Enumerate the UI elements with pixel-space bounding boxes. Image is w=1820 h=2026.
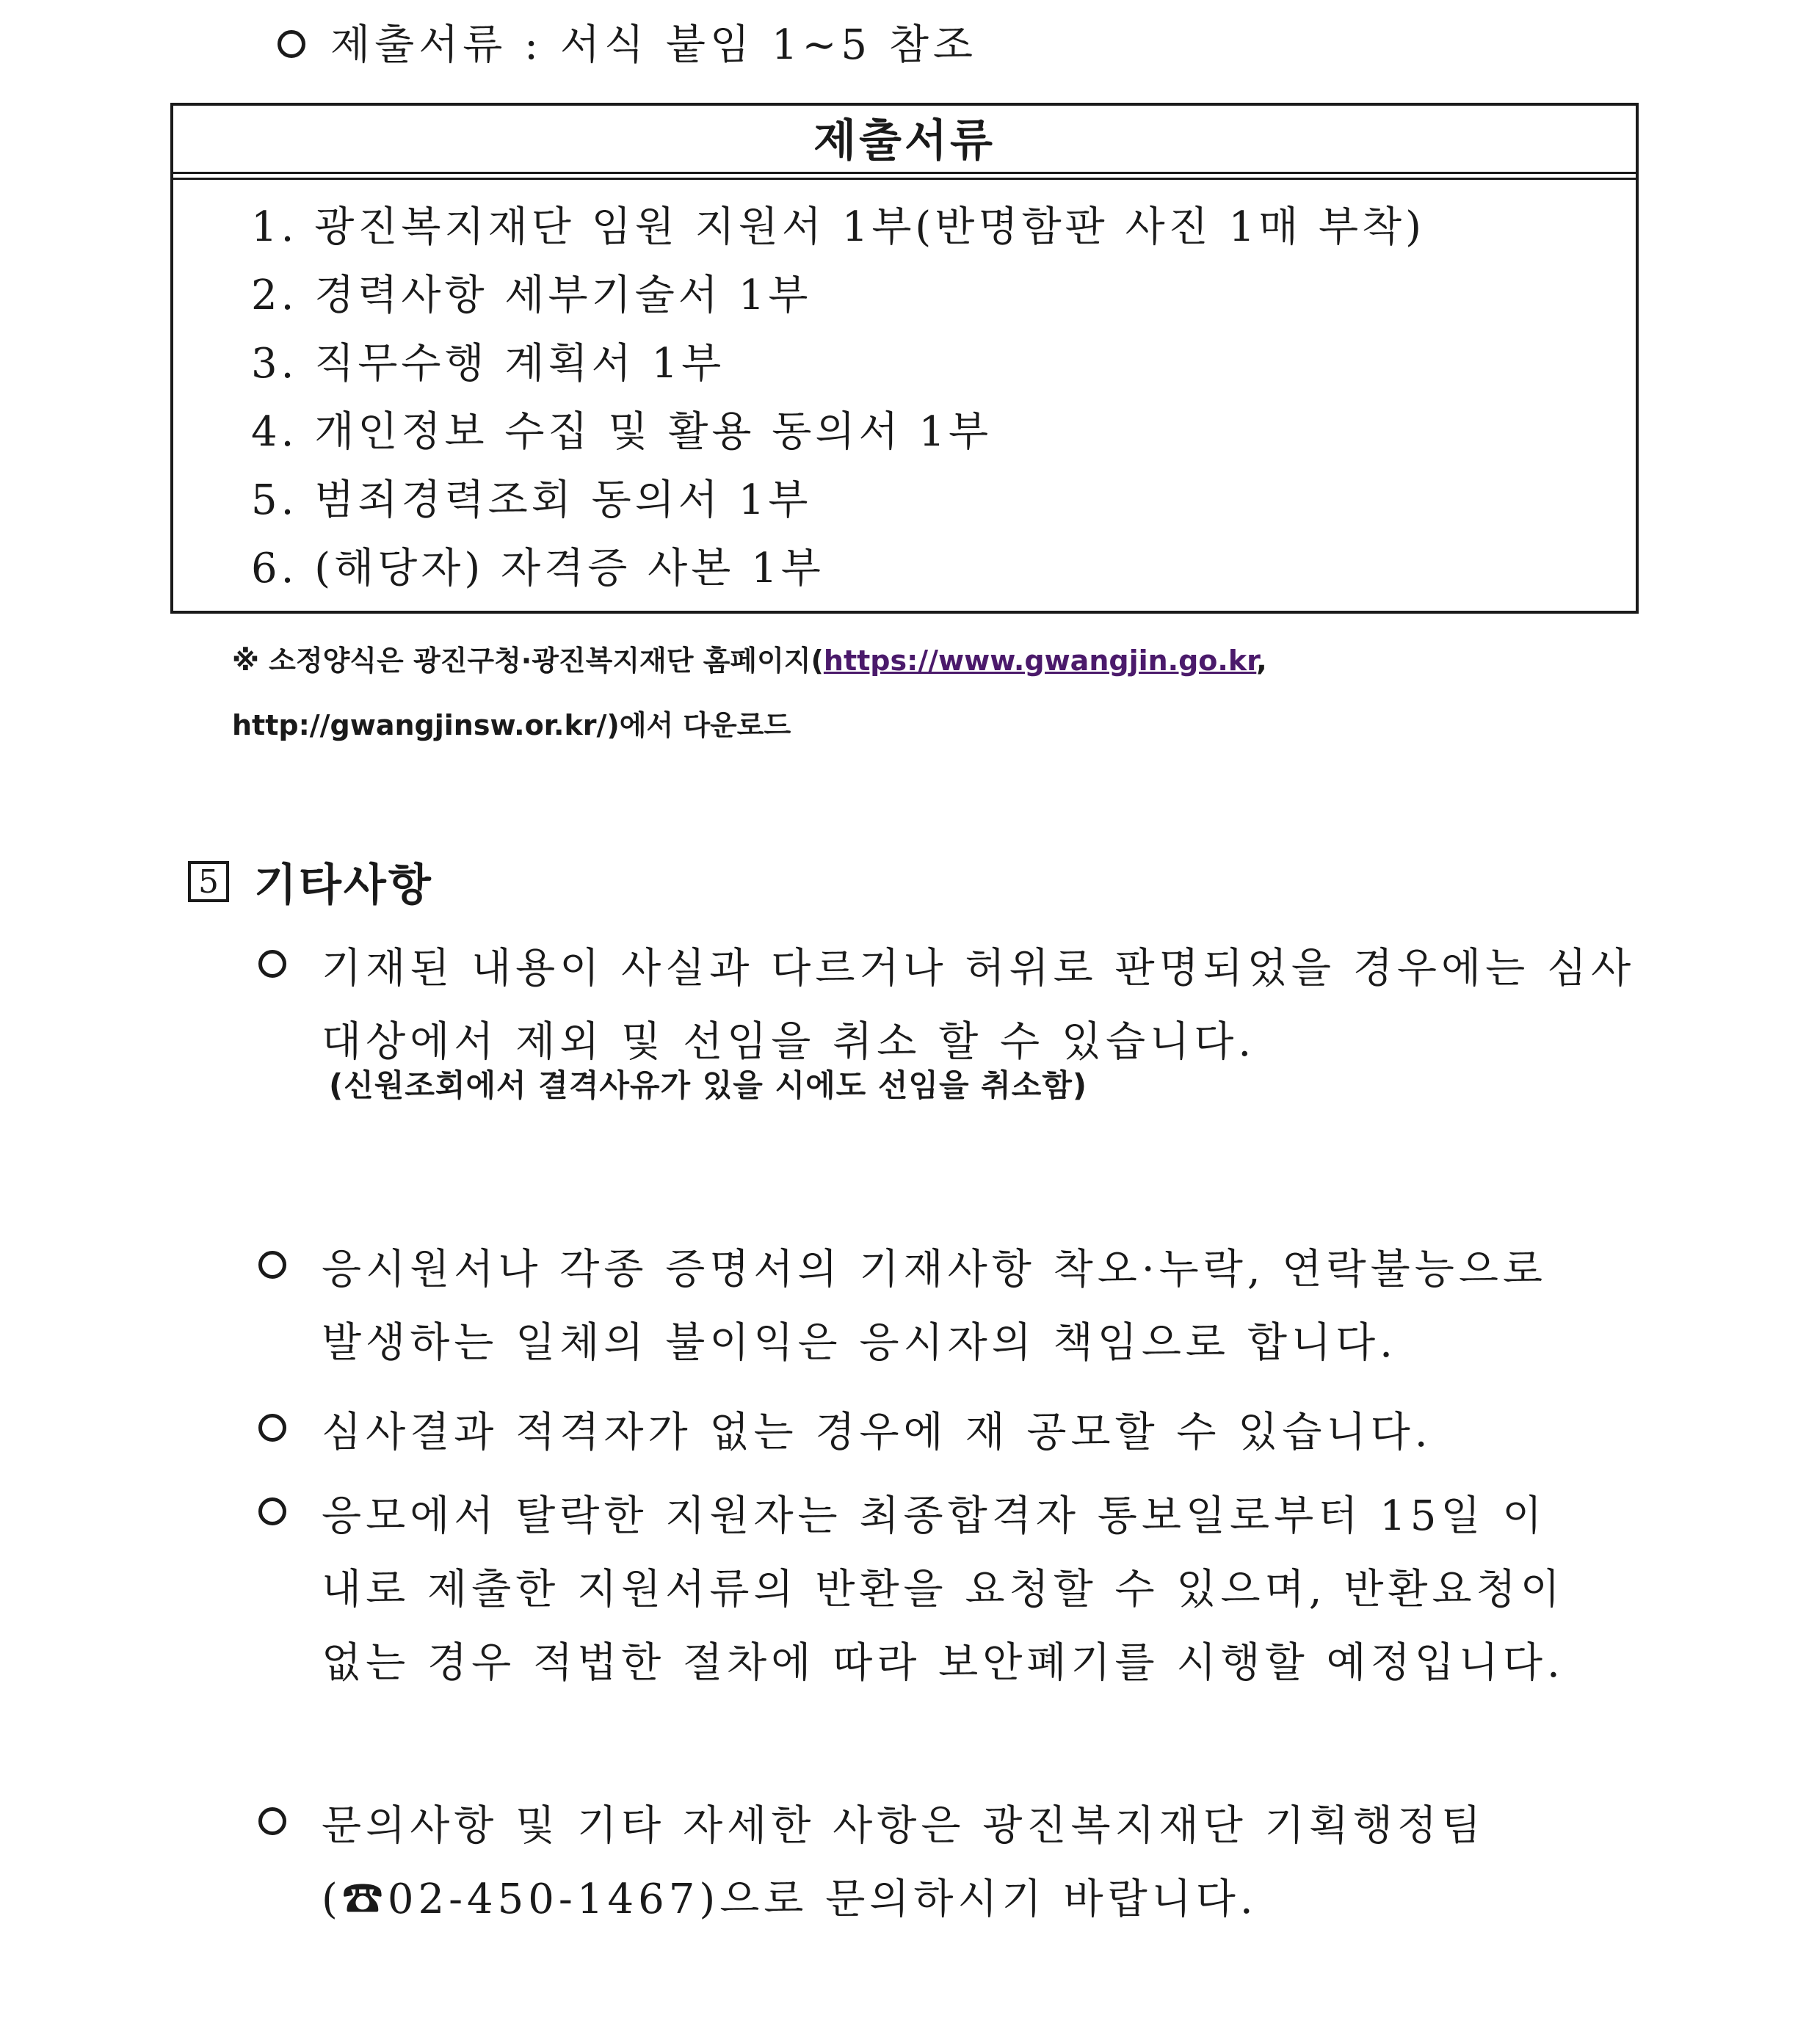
list-item: 3. 직무수행 계획서 1부: [251, 340, 725, 388]
submission-docs-intro: [278, 16, 977, 75]
submission-docs-box-title: 제출서류: [173, 106, 1636, 174]
item-text: [322, 1790, 1653, 1936]
list-item: 5. 범죄경력조회 동의서 1부: [251, 476, 812, 524]
item-line: 문의사항 및 기타 자세한 사항은 광진복지재단 기획행정팀: [322, 1802, 1486, 1850]
gwangjin-homepage-link[interactable]: https://www.gwangjin.go.kr: [823, 645, 1257, 677]
circle-bullet-icon: [258, 1251, 286, 1279]
list-item: [258, 932, 1653, 1104]
item-line: 심사결과 적격자가 없는 경우에 재 공모할 수 있습니다.: [322, 1409, 1432, 1456]
note-suffix: , http://gwangjinsw.or.kr/)에서 다운로드: [232, 645, 1267, 741]
item-line: 없는 경우 적법한 절차에 따라 보안폐기를 시행할 예정입니다.: [322, 1639, 1565, 1687]
circle-bullet-icon: [258, 1497, 286, 1525]
list-item: 4. 개인정보 수집 및 활용 동의서 1부: [251, 408, 993, 456]
download-note: [232, 628, 1656, 758]
item-line: 대상에서 제외 및 선임을 취소 할 수 있습니다.: [322, 1018, 1256, 1066]
section-5-header: [188, 850, 433, 913]
item-line: 내로 제출한 지원서류의 반환을 요청할 수 있으며, 반환요청이: [322, 1566, 1565, 1613]
section-title: 기타사항: [254, 860, 433, 911]
list-item: [258, 1790, 1653, 1936]
submission-docs-list: [173, 174, 1636, 603]
circle-bullet-icon: [258, 1807, 286, 1835]
list-item: 6. (해당자) 자격증 사본 1부: [251, 545, 824, 592]
section-number-box: 5: [188, 861, 229, 902]
item-text: [322, 1396, 1653, 1470]
item-line: 응시원서나 각종 증명서의 기재사항 착오·누락, 연락불능으로: [322, 1246, 1548, 1293]
list-item: [258, 1480, 1653, 1700]
item-line: 응모에서 탈락한 지원자는 최종합격자 통보일로부터 15일 이: [322, 1492, 1547, 1540]
item-text: [322, 932, 1653, 1079]
submission-docs-box: [170, 103, 1639, 614]
list-item: 2. 경력사항 세부기술서 1부: [251, 272, 812, 319]
item-line: (☎02-450-1467)으로 문의하시기 바랍니다.: [322, 1876, 1258, 1923]
item-subnote: (신원조회에서 결격사유가 있을 시에도 선임을 취소함): [329, 1067, 1088, 1103]
item-text: [322, 1480, 1653, 1700]
intro-text: 제출서류 : 서식 붙임 1∼5 참조: [330, 21, 978, 69]
item-line: 기재된 내용이 사실과 다르거나 허위로 판명되었을 경우에는 심사: [322, 945, 1636, 992]
circle-bullet-icon: [258, 950, 286, 978]
circle-bullet-icon: [258, 1414, 286, 1442]
list-item: [258, 1233, 1653, 1380]
item-line: 발생하는 일체의 불이익은 응시자의 책임으로 합니다.: [322, 1319, 1397, 1367]
list-item: [258, 1396, 1653, 1470]
note-prefix: ※ 소정양식은 광진구청·광진복지재단 홈페이지(: [232, 645, 824, 677]
item-text: [322, 1233, 1653, 1380]
circle-bullet-icon: [278, 30, 305, 58]
list-item: 1. 광진복지재단 임원 지원서 1부(반명함판 사진 1매 부착): [251, 203, 1426, 251]
